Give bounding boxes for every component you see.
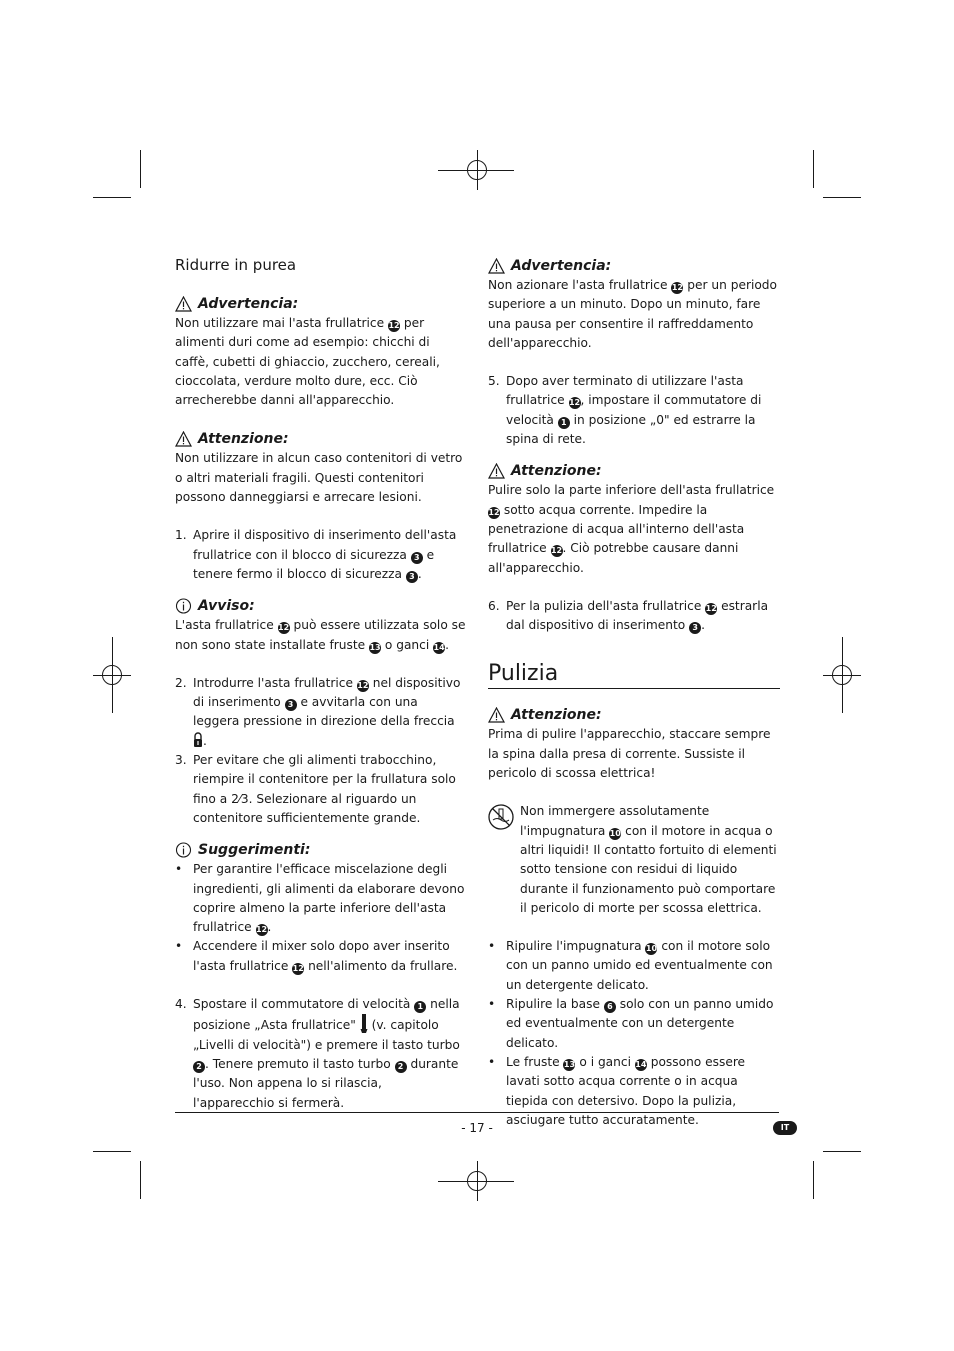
warning-triangle-icon	[175, 431, 192, 447]
part-number: 12	[568, 398, 581, 408]
crop-mark	[823, 197, 861, 198]
caution-text: Prima di pulire l'apparecchio, staccare sempre la spina dalla presa di corrente. Sussiste il pericolo di scossa elettrica!	[488, 727, 771, 781]
blender-stick-icon	[360, 1014, 368, 1034]
part-number: 12	[292, 963, 304, 973]
right-column	[488, 256, 780, 1130]
crop-mark	[140, 150, 141, 188]
part-number: 12	[255, 925, 268, 935]
part-number: 13	[563, 1059, 576, 1069]
list-item: 6. Per la pulizia dell'asta frullatrice 12 estrarla dal dispositivo di inserimento 3 .	[488, 598, 769, 633]
part-number: 13	[369, 642, 381, 652]
caution-text: Non utilizzare in alcun caso contenitori di vetro o altri materiali fragili. Questi contenitori possono danneggiarsi e arrecare lesioni.	[175, 451, 463, 505]
crop-mark	[823, 1151, 861, 1152]
list-item: 5. Dopo aver terminato di utilizzare l'asta frullatrice 12, impostare il commutatore di velocità 1 in posizione „0" ed estrarre la spina di rete.	[488, 374, 762, 447]
part-number: 3	[285, 699, 297, 711]
part-number: 12	[278, 623, 290, 633]
part-number: 12	[705, 603, 717, 613]
left-column	[175, 256, 467, 1113]
crop-mark	[140, 1161, 141, 1199]
warning-triangle-icon	[175, 296, 192, 312]
crop-mark	[93, 1151, 131, 1152]
caution-heading	[175, 429, 467, 449]
footer-divider	[175, 1112, 779, 1113]
page-title: Pulizia	[488, 661, 780, 689]
list-item: 4. Spostare il commutatore di velocità 1 nella posizione „Asta frullatrice" (v. capitolo „Livelli di velocità") e premere il tasto turbo 2 . Tenere premuto il tasto turbo 2 durante l'uso. Non appena lo si rilascia, l'apparecchio si fermerà.	[175, 997, 460, 1110]
bullet-item: • Accendere il mixer solo dopo aver inserito l'asta frullatrice 12 nell'alimento da frullare.	[175, 939, 458, 973]
caution-title: Attenzione:	[511, 463, 602, 480]
notice-title: Avviso:	[198, 598, 255, 615]
part-number: 10	[645, 944, 658, 954]
part-number: 12	[671, 283, 683, 292]
notice-text: L'asta frullatrice 12 può essere utilizzata solo se non sono state installate fruste 13 o ganci 14.	[175, 618, 466, 652]
registration-circle	[467, 160, 487, 180]
warning-title: Advertencia:	[511, 258, 612, 274]
language-badge: IT	[773, 1121, 797, 1135]
warning-heading	[175, 294, 467, 314]
no-immersion-icon	[488, 804, 514, 830]
warning-triangle-icon	[488, 707, 505, 723]
caution-title: Attenzione:	[198, 431, 289, 448]
registration-circle	[102, 665, 122, 685]
warning-heading	[488, 256, 780, 276]
caution-text: Pulire solo la parte inferiore dell'asta frullatrice 12 sotto acqua corrente. Impedire la penetrazione di acqua all'interno dell'asta frullatrice 12. Ciò potrebbe causare danni all'apparecchio.	[488, 483, 775, 575]
tips-title: Suggerimenti:	[198, 842, 311, 859]
info-icon	[175, 842, 192, 858]
part-number: 3	[406, 571, 418, 583]
registration-circle	[467, 1171, 487, 1191]
lock-arrow-icon	[193, 732, 203, 748]
notice-heading	[175, 596, 467, 616]
caution-heading	[488, 705, 780, 725]
bullet-item: • Ripulire la base 6 solo con un panno umido ed eventualmente con un detergente delicato.	[488, 997, 774, 1050]
registration-circle	[832, 665, 852, 685]
part-number: 1	[414, 1001, 426, 1013]
warning-triangle-icon	[488, 258, 505, 274]
part-number: 3	[411, 552, 423, 564]
info-icon	[175, 598, 192, 614]
part-number: 10	[609, 828, 621, 838]
warning-title: Advertencia:	[198, 296, 299, 312]
page-number: - 17 -	[461, 1121, 493, 1135]
warning-text: Non utilizzare mai l'asta frullatrice 12 per alimenti duri come ad esempio: chicchi di caffè, cubetti di ghiaccio, zucchero, cereali, cioccolata, verdure molto dure, ecc. Ciò arrecherebbe danni all'apparecchio.	[175, 316, 440, 408]
crop-mark	[813, 150, 814, 188]
warning-triangle-icon	[488, 463, 505, 479]
part-number: 14	[433, 642, 445, 652]
part-number: 12	[488, 507, 500, 517]
part-number: 3	[689, 622, 701, 634]
part-number: 2	[395, 1061, 407, 1073]
part-number: 6	[604, 1001, 616, 1013]
bullet-item: • Per garantire l'efficace miscelazione degli ingredienti, gli alimenti da elaborare devono coprire almeno la parte inferiore dell'asta frullatrice 12.	[175, 862, 465, 935]
part-number: 12	[550, 546, 563, 556]
list-item: 2. Introdurre l'asta frullatrice 12 nel dispositivo di inserimento 3 e avvitarla con una leggera pressione in direzione della freccia .	[175, 675, 461, 748]
part-number: 14	[635, 1059, 647, 1069]
tips-heading	[175, 840, 467, 860]
caution-heading	[488, 461, 780, 481]
part-number: 12	[388, 321, 400, 330]
part-number: 12	[357, 680, 369, 690]
no-immersion-text: Non immergere assolutamente l'impugnatura 10 con il motore in acqua o altri liquidi! Il contatto fortuito di elementi sotto tensione con residui di liquido durante il funzionamento può comportare il pericolo di morte per scossa elettrica.	[520, 804, 777, 915]
section-title: Ridurre in purea	[175, 256, 297, 274]
list-item: 3. Per evitare che gli alimenti trabocchino, riempire il contenitore per la frullatura solo fino a 2⁄3. Selezionare al riguardo un contenitore sufficientemente grande.	[175, 753, 456, 825]
part-number: 1	[558, 417, 570, 429]
crop-mark	[813, 1161, 814, 1199]
part-number: 2	[193, 1061, 205, 1073]
no-immersion-warning	[488, 802, 780, 918]
bullet-item: • Le fruste 13 o i ganci 14 possono essere lavati sotto acqua corrente o in acqua tiepida con detersivo. Dopo la pulizia, asciugare tutto accuratamente.	[488, 1054, 746, 1127]
crop-mark	[93, 197, 131, 198]
bullet-item: • Ripulire l'impugnatura 10 con il motore solo con un panno umido ed eventualmente con un detergente delicato.	[488, 939, 773, 992]
list-item: 1. Aprire il dispositivo di inserimento dell'asta frullatrice con il blocco di sicurezza 3 e tenere fermo il blocco di sicurezza 3 .	[175, 528, 457, 581]
warning-text: Non azionare l'asta frullatrice 12 per un periodo superiore a un minuto. Dopo un minuto, fare una pausa per consentire il raffreddamento dell'apparecchio.	[488, 278, 777, 350]
caution-title: Attenzione:	[511, 707, 602, 724]
